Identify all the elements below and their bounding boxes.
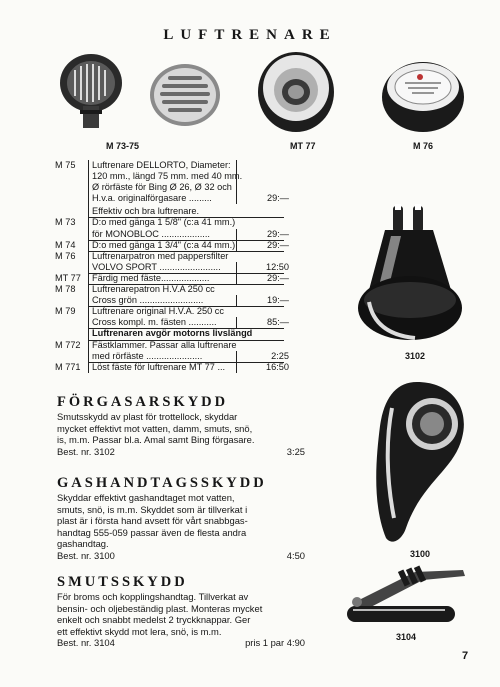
section-smutsskydd [57,591,305,649]
order-number: Best. nr. 3102 [57,445,115,457]
item-code: MT 77 [55,272,81,283]
caption-m76: M 76 [413,141,434,151]
text-line: ett effektivt skydd mot lera, snö, is m.m. [57,625,222,637]
text-line: gashandtag. [57,538,109,549]
item-price: 29:— [236,273,289,284]
item-code: M 771 [55,361,81,372]
row-divider [88,251,284,252]
catalog-row [52,306,289,328]
item-code: M 79 [55,306,76,317]
air-filter-photo-m73-75 [56,48,126,136]
item-description [88,273,236,284]
carburetor-cover-photo-3102 [355,200,467,350]
text-line: bensin- och oljebeständig plast. Monteras mycket [57,602,263,614]
item-price: 16:50 [236,362,289,373]
text-line: mycket effektivt mot vatten, damm, smuts, snö, [57,422,253,434]
row-divider [88,362,284,363]
description-line: Luftrenarepatron H.V.A 250 cc [92,284,215,295]
text-line: handtag 555-059 passar även de flesta andra [57,526,247,538]
description-line: Ø rörfäste för Bing Ø 26, Ø 32 och [92,182,232,193]
item-code: M 772 [55,339,81,350]
row-divider [88,273,284,274]
text-line: Skyddar effektivt gashandtaget mot vatten, [57,492,235,503]
row-divider [88,328,284,329]
air-filter-photo-mt77 [256,48,336,136]
item-description [88,284,236,306]
row-divider [88,217,284,218]
description-line: Cross kompl. m. fästen ........... [92,317,217,328]
description-line: VOLVO SPORT ........................ [92,261,221,272]
catalog-table [52,160,289,373]
item-description [88,160,243,217]
description-line: Färdig med fäste................... [92,272,210,283]
item-code: M 78 [55,284,76,295]
catalog-row [52,339,289,362]
item-code: M 75 [55,160,76,170]
catalog-row [52,272,289,284]
item-code: M 74 [55,239,76,250]
description-line: D:o med gänga 1 3/4" (c:a 44 mm.) [92,239,236,250]
page-number: 7 [462,650,469,662]
item-price: 12:50 [236,262,289,273]
description-line: 120 mm., längd 75 mm. med 40 mm. [92,171,243,182]
price: 4:50 [286,549,305,561]
section-heading-gashandtagsskydd: GASHANDTAGSSKYDD [57,475,267,491]
item-code [52,328,88,339]
catalog-row [52,250,289,273]
item-price: 29:— [236,229,289,240]
item-code: M 76 [55,250,76,261]
price: pris 1 par 4:90 [245,637,305,648]
item-description [88,251,236,273]
section-gashandtagsskydd [57,492,305,561]
caption-3100: 3100 [410,549,431,559]
text-line: För broms och kopplingshandtag. Tillverkat av [57,591,249,602]
item-description [88,340,236,362]
description-line: för MONOBLOC ................... [92,228,210,239]
description-line: D:o med gänga 1 5/8" (c:a 41 mm.) [92,217,236,228]
order-number: Best. nr. 3100 [57,549,115,561]
text-line: plast är i första hand avsett för vårt snabbgas- [57,515,248,526]
row-divider [88,240,284,241]
caption-m73-75: M 73-75 [106,141,140,151]
catalog-row [52,239,289,251]
caption-3102: 3102 [405,351,426,361]
item-description [88,240,236,251]
catalog-row [52,160,289,217]
throttle-cover-photo-3100 [362,378,472,550]
item-price: 85:— [236,317,289,328]
item-code: M 73 [55,217,76,228]
air-filter-photo-m76 [380,55,466,133]
price: 3:25 [286,445,305,457]
page-title: LUFTRENARE [163,27,337,43]
section-heading-forgasarskydd: FÖRGASARSKYDD [57,394,229,410]
description-line: Luftrenaren avgör motorns livslängd [92,328,253,339]
description-line: med rörfäste ...................... [92,350,203,361]
catalog-row [52,361,289,373]
row-divider [88,284,284,285]
description-line: Cross grön ......................... [92,295,204,306]
caption-mt77: MT 77 [290,141,316,151]
order-number: Best. nr. 3104 [57,637,115,648]
description-line: H.v.a. originalförgasare ......... [92,193,212,204]
item-description [88,217,236,239]
row-divider [88,340,284,341]
catalog-row [52,328,284,339]
item-price: 19:— [236,295,289,306]
row-divider [88,306,284,307]
description-line: Fästklammer. Passar alla luftrenare [92,339,237,350]
catalog-row [52,217,289,239]
catalog-row [52,284,289,306]
description-note: Effektiv och bra luftrenare. [92,206,200,217]
item-description [88,362,236,373]
air-filter-photo-grille [146,60,224,130]
description-line: Luftrenare DELLORTO, Diameter: [92,160,231,170]
item-price: 29:— [236,240,289,251]
text-line: is, m.m. Passar bl.a. Amal samt Bing förgasare. [57,434,255,445]
item-description [88,306,236,328]
item-price: 2:25 [236,351,289,362]
item-price: 29:— [236,160,289,204]
text-line: enkelt och snabbt medelst 2 tryckknappar. Ger [57,614,251,625]
description-line: Luftrenarpatron med pappersfilter [92,250,229,261]
description-line: Löst fäste för luftrenare MT 77 ... [92,361,226,372]
text-line: Smutsskydd av plast för trottellock, skyddar [57,411,238,422]
section-forgasarskydd [57,411,305,457]
caption-3104: 3104 [396,632,417,642]
item-description [88,328,253,339]
description-line: Luftrenare original H.V.A. 250 cc [92,306,224,317]
text-line: smuts, snö, is m.m. Skyddet som är tillverkat i [57,503,248,515]
section-heading-smutsskydd: SMUTSSKYDD [57,574,188,590]
lever-cover-photo-3104 [345,562,470,630]
